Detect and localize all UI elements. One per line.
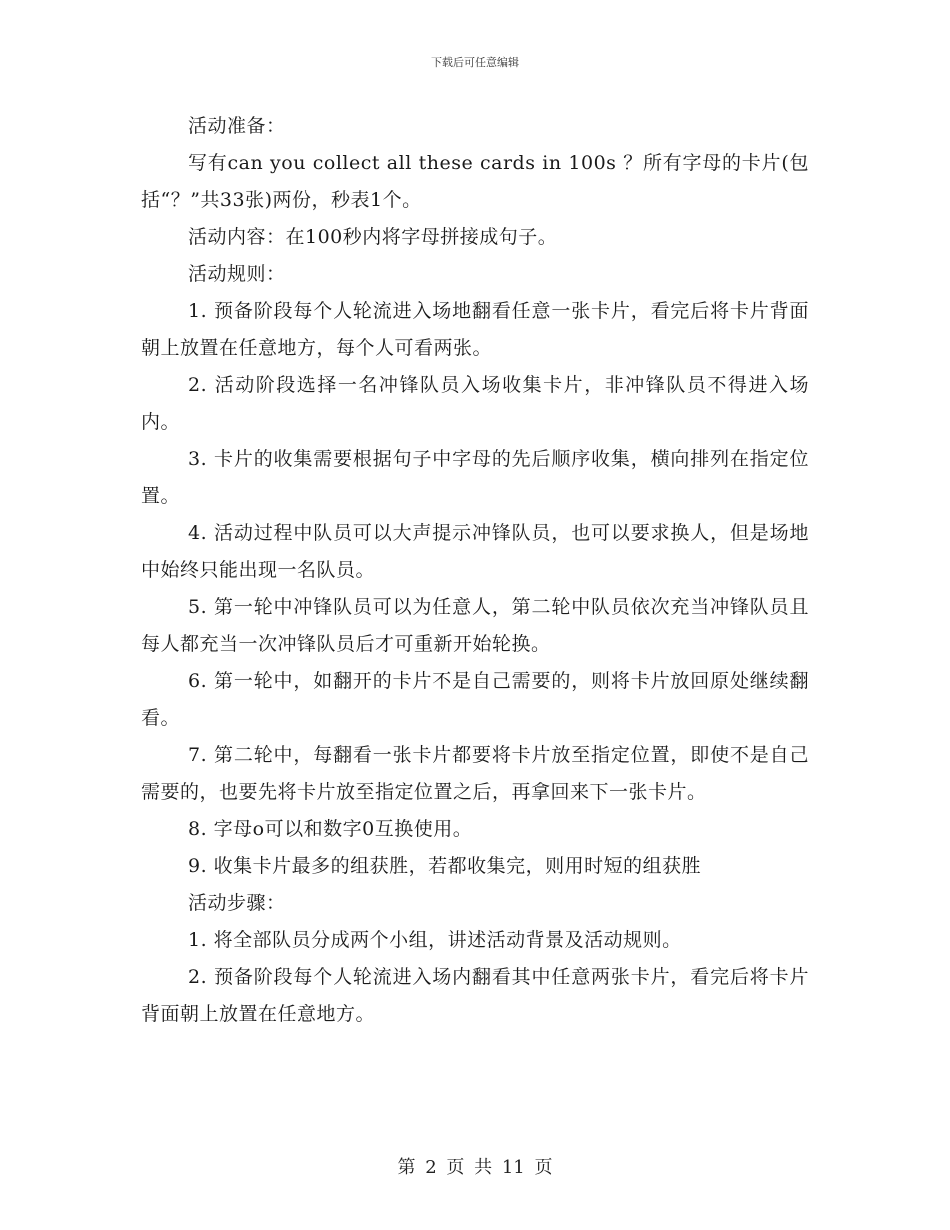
rule-item-5: 5. 第一轮中冲锋队员可以为任意人，第二轮中队员依次充当冲锋队员且每人都充当一次冲锋队员后才可重新开始轮换。 [141, 596, 809, 655]
rule-item-6: 6. 第一轮中，如翻开的卡片不是自己需要的，则将卡片放回原处继续翻看。 [141, 670, 809, 729]
paragraph-materials: 写有can you collect all these cards in 100s ？所有字母的卡片(包括“？”共33张)两份，秒表1个。 [141, 152, 809, 211]
rule-item-2: 2. 活动阶段选择一名冲锋队员入场收集卡片，非冲锋队员不得进入场内。 [141, 374, 809, 433]
section-heading-rules: 活动规则： [188, 263, 286, 285]
step-item-2: 2. 预备阶段每个人轮流进入场内翻看其中任意两张卡片，看完后将卡片背面朝上放置在任意地方。 [141, 966, 809, 1025]
rule-item-4: 4. 活动过程中队员可以大声提示冲锋队员，也可以要求换人，但是场地中始终只能出现一名队员。 [141, 522, 809, 581]
rule-item-7: 7. 第二轮中，每翻看一张卡片都要将卡片放至指定位置，即使不是自己需要的，也要先将卡片放至指定位置之后，再拿回来下一张卡片。 [141, 744, 809, 803]
step-item-1: 1. 将全部队员分成两个小组，讲述活动背景及活动规则。 [188, 929, 682, 951]
page-number-footer: 第 2 页 共 11 页 [397, 1157, 553, 1178]
rule-item-1: 1. 预备阶段每个人轮流进入场地翻看任意一张卡片，看完后将卡片背面朝上放置在任意地方，每个人可看两张。 [141, 300, 809, 359]
rule-item-9: 9. 收集卡片最多的组获胜，若都收集完，则用时短的组获胜 [188, 855, 702, 877]
rule-item-3: 3. 卡片的收集需要根据句子中字母的先后顺序收集，横向排列在指定位置。 [141, 448, 809, 507]
document-body [141, 108, 809, 1033]
section-heading-steps: 活动步骤： [188, 892, 286, 914]
section-heading-preparation: 活动准备： [188, 115, 286, 137]
page-header-note: 下载后可任意编辑 [431, 56, 519, 69]
rule-item-8: 8. 字母o可以和数字0互换使用。 [188, 818, 473, 840]
paragraph-content: 活动内容：在100秒内将字母拼接成句子。 [188, 226, 558, 248]
